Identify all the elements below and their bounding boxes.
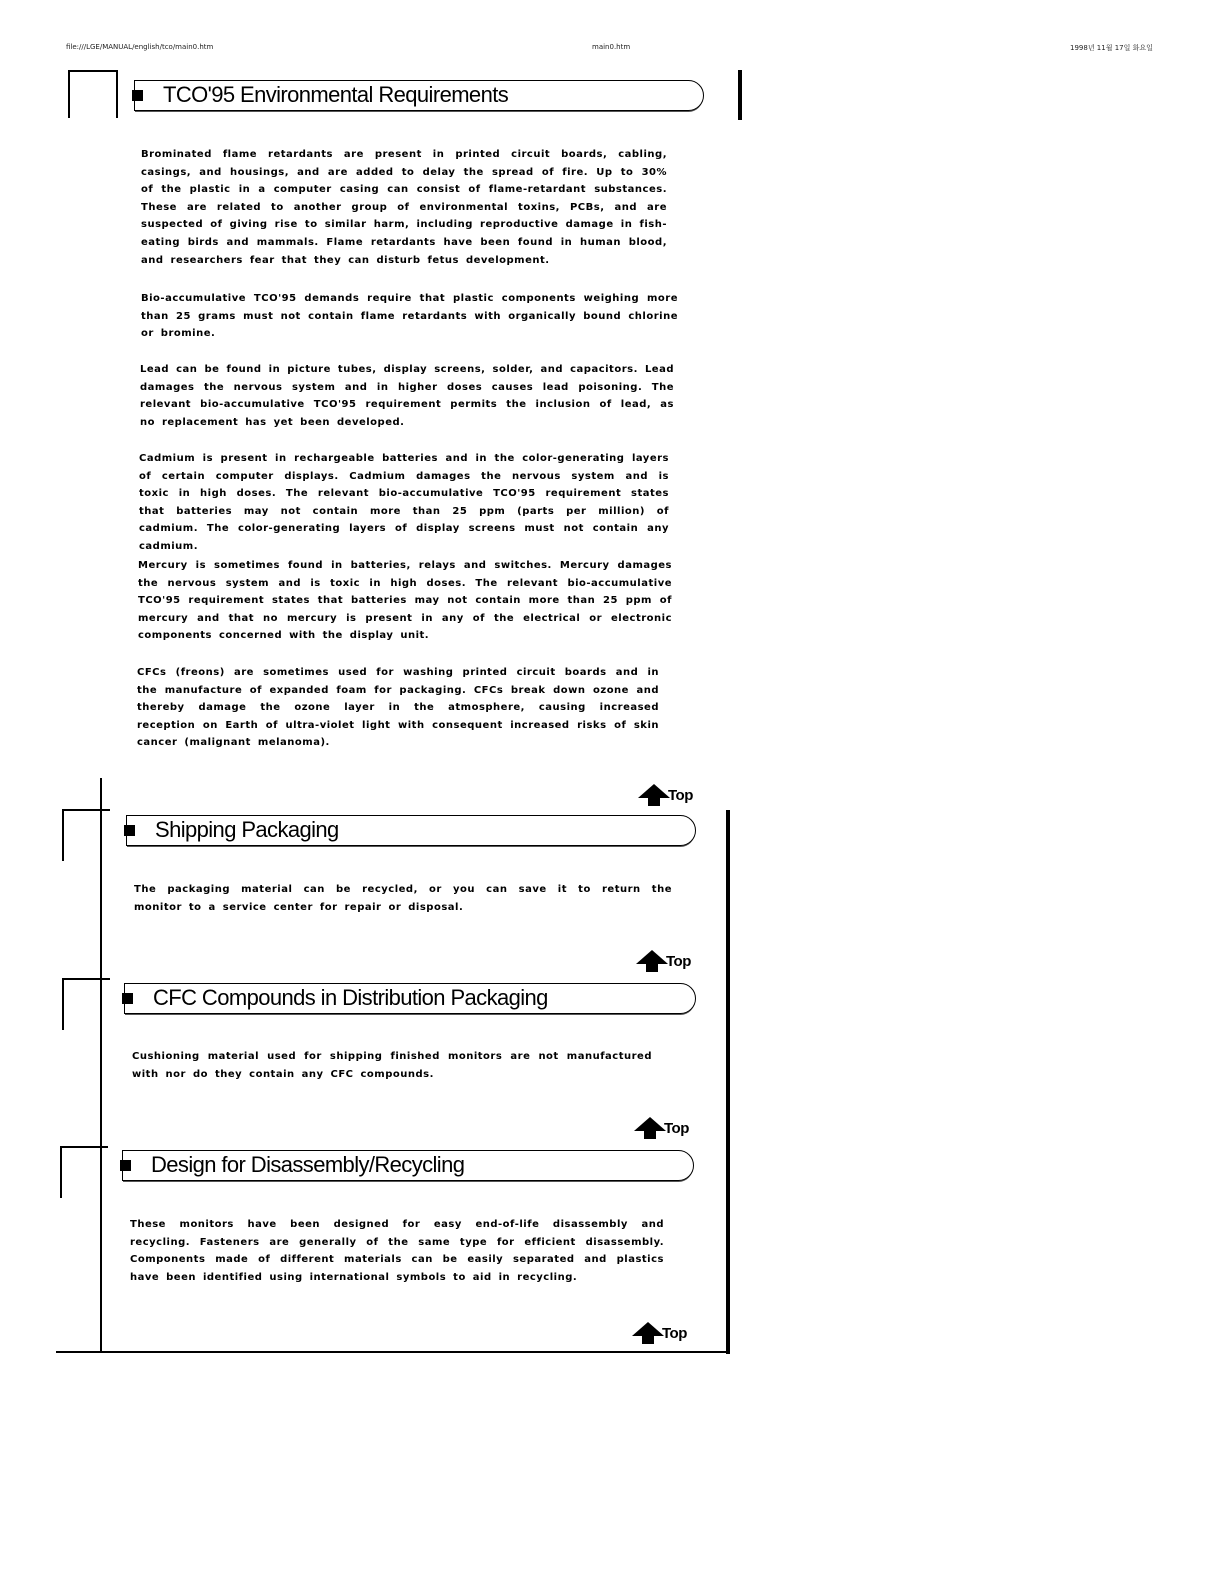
paragraph: The packaging material can be recycled, or you can save it to return the monitor to a service center for repair or disposal. — [134, 884, 672, 913]
up-arrow-icon — [632, 1322, 664, 1336]
frame-line — [68, 70, 118, 72]
section-header — [122, 1150, 694, 1181]
file-path: file:///LGE/MANUAL/english/tco/main0.htm — [66, 43, 214, 51]
print-date: 1998년 11월 17일 화요일 — [1070, 44, 1153, 52]
top-label: Top — [664, 1119, 689, 1137]
frame-line — [116, 70, 118, 118]
top-label: Top — [666, 952, 691, 970]
paragraph: These monitors have been designed for easy end-of-life disassembly and recycling. Fasteners are generally of the same type for efficient disassembly. Components made of different materials can be easily separated and plastics have been identified using international symbols to aid in recycling. — [130, 1219, 664, 1283]
up-arrow-icon — [634, 1117, 666, 1131]
top-label: Top — [668, 786, 693, 804]
paragraph: Bio-accumulative TCO'95 demands require that plastic components weighing more than 25 grams must not contain flame retardants with organically bound chlorine or bromine. — [141, 293, 678, 340]
square-bullet-icon — [132, 90, 143, 101]
paragraph: Mercury is sometimes found in batteries, relays and switches. Mercury damages the nervous system and is toxic in high doses. The relevant bio-accumulative TCO'95 requirement states that batteries may not contain more than 25 ppm of mercury and that no mercury is present in any of the electrical or electronic components concerned with the display unit. — [138, 560, 672, 642]
frame-line — [56, 1351, 730, 1353]
top-label: Top — [662, 1324, 687, 1342]
frame-line — [726, 810, 730, 1354]
section-title: Shipping Packaging — [155, 817, 339, 842]
frame-line — [68, 70, 70, 118]
paragraph: Cadmium is present in rechargeable batteries and in the color-generating layers of certain computer displays. Cadmium damages the nervous system and is toxic in high doses. The relevant bio-accumulative TCO'95 requirement states that batteries may not contain more than 25 ppm (parts per million) of cadmium. The color-generating layers of display screens must not contain any cadmium. — [139, 453, 669, 552]
up-arrow-icon — [636, 950, 668, 964]
paragraph: Lead can be found in picture tubes, display screens, solder, and capacitors. Lead damages the nervous system and in higher doses causes lead poisoning. The relevant bio-accumulative TCO'95 requirement permits the inclusion of lead, as no replacement has yet been developed. — [140, 364, 674, 428]
paragraph: CFCs (freons) are sometimes used for washing printed circuit boards and in the manufacture of expanded foam for packaging. CFCs break down ozone and thereby damage the ozone layer in the atmosphere, causing increased reception on Earth of ultra-violet light with consequent increased risks of skin cancer (malignant melanoma). — [137, 667, 659, 749]
section-header — [124, 983, 696, 1014]
paragraph: Brominated flame retardants are present in printed circuit boards, cabling, casings, and housings, and are added to delay the spread of fire. Up to 30% of the plastic in a computer casing can consist of flame-retardant substances. These are related to another group of environmental toxins, PCBs, and are suspected of giving rise to similar harm, including reproductive damage in fish-eating birds and mammals. Flame retardants have been found in human blood, and researchers fear that they can disturb fetus development. — [141, 149, 667, 266]
section-header — [134, 80, 704, 111]
frame-line — [60, 1146, 62, 1198]
frame-line — [738, 70, 742, 120]
back-to-top-link[interactable] — [632, 1322, 687, 1344]
file-name: main0.htm — [592, 43, 631, 51]
frame-line — [62, 809, 110, 811]
back-to-top-link[interactable] — [634, 1117, 689, 1139]
section-title: CFC Compounds in Distribution Packaging — [153, 985, 548, 1010]
up-arrow-icon — [638, 784, 670, 798]
frame-line — [100, 778, 102, 1352]
section-title: Design for Disassembly/Recycling — [151, 1152, 465, 1177]
back-to-top-link[interactable] — [636, 950, 691, 972]
section-title: TCO'95 Environmental Requirements — [163, 82, 509, 107]
square-bullet-icon — [124, 825, 135, 836]
square-bullet-icon — [120, 1160, 131, 1171]
frame-line — [62, 978, 110, 980]
frame-line — [60, 1146, 108, 1148]
frame-line — [62, 809, 64, 861]
paragraph: Cushioning material used for shipping finished monitors are not manufactured with nor do they contain any CFC compounds. — [132, 1051, 652, 1080]
frame-line — [62, 978, 64, 1030]
square-bullet-icon — [122, 993, 133, 1004]
back-to-top-link[interactable] — [638, 784, 693, 806]
section-header — [126, 815, 696, 846]
